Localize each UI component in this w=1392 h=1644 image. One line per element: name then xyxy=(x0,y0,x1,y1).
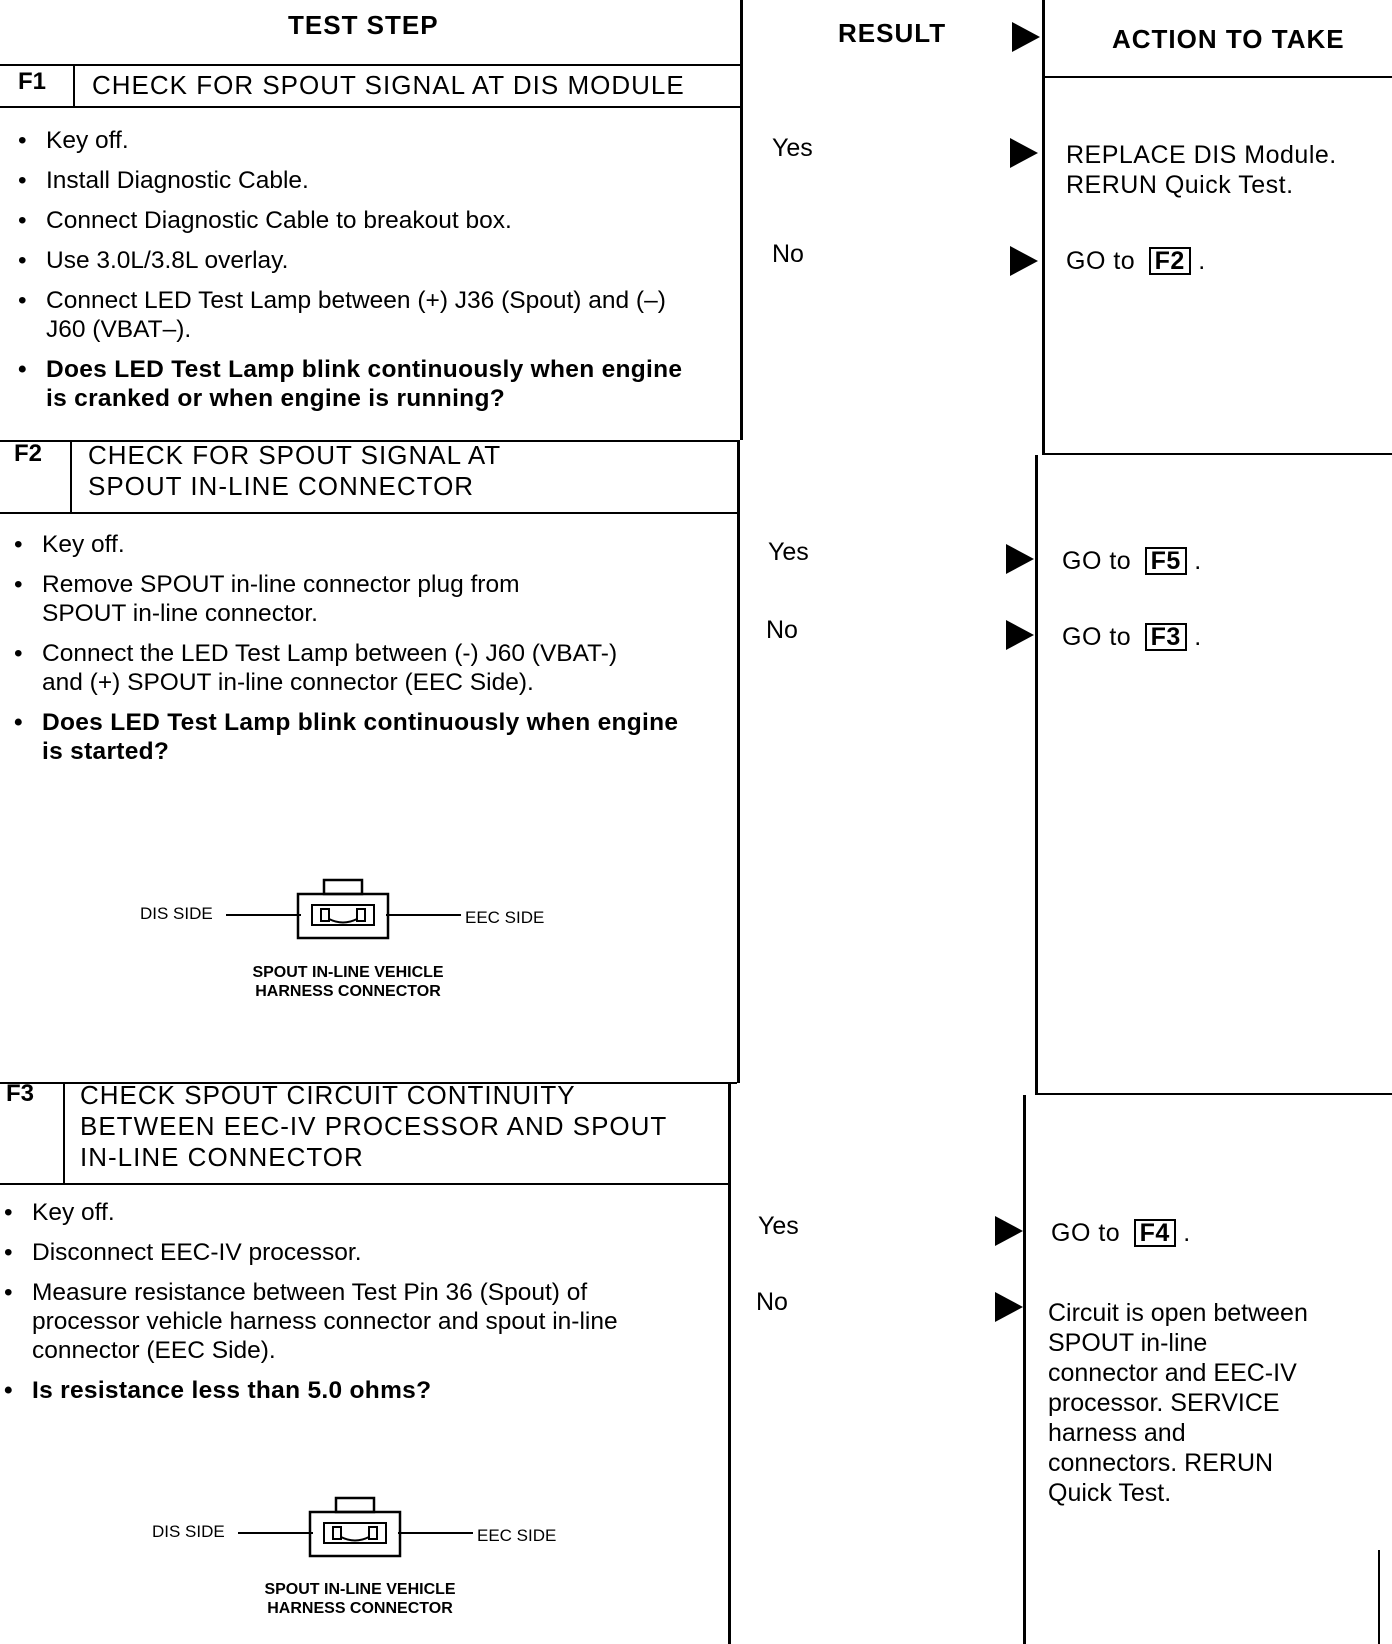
diagram-caption: SPOUT IN-LINE VEHICLE HARNESS CONNECTOR xyxy=(264,1581,456,1617)
rule-under-header xyxy=(0,64,742,66)
step-title: CHECK SPOUT CIRCUIT CONTINUITY BETWEEN EEC-IV PROCESSOR AND SPOUT IN-LINE CONNECTOR xyxy=(80,1080,668,1172)
harness-connector-icon xyxy=(226,878,486,948)
step-reference[interactable]: F4 xyxy=(1134,1219,1176,1247)
result-no: No xyxy=(772,240,804,268)
step-title: CHECK FOR SPOUT SIGNAL AT SPOUT IN-LINE CONNECTOR xyxy=(88,440,502,501)
instruction-item: • Key off. xyxy=(4,1198,690,1227)
result-yes: Yes xyxy=(758,1212,799,1240)
instruction-item: • Measure resistance between Test Pin 36 (Spout) of processor vehicle harness connector and spout in-line connector (EEC Side). xyxy=(4,1278,690,1365)
rule-under-f2-title xyxy=(0,512,738,514)
result-yes: Yes xyxy=(772,134,813,162)
header-result: RESULT xyxy=(838,18,947,48)
result-arrow-icon xyxy=(1010,246,1038,276)
header-arrow-icon xyxy=(1012,22,1040,52)
step-id-separator xyxy=(70,440,72,512)
rule-under-f3-title xyxy=(0,1183,728,1185)
result-arrow-icon xyxy=(995,1292,1023,1322)
divider-result-action xyxy=(1042,0,1045,455)
action-goto: GO to F3 . xyxy=(1062,623,1202,651)
instruction-item: • Key off. xyxy=(18,126,708,155)
divider-test-result xyxy=(740,0,743,440)
result-arrow-icon xyxy=(1010,138,1038,168)
instruction-item: • Use 3.0L/3.8L overlay. xyxy=(18,246,708,275)
eec-side-label: EEC SIDE xyxy=(465,908,545,927)
result-yes: Yes xyxy=(768,538,809,566)
divider-test-result xyxy=(728,1083,731,1644)
divider-result-action xyxy=(1035,455,1038,1095)
instruction-item: • Connect the LED Test Lamp between (-) J60 (VBAT-) and (+) SPOUT in-line connector (EEC Side). xyxy=(14,639,684,697)
instruction-item: • Connect LED Test Lamp between (+) J36 (Spout) and (–) J60 (VBAT–). xyxy=(18,286,708,344)
dis-side-label: DIS SIDE xyxy=(152,1522,225,1541)
step-instructions xyxy=(4,1198,690,1416)
step-question: • Does LED Test Lamp blink continuously when engine is cranked or when engine is running? xyxy=(18,355,708,413)
step-instructions xyxy=(18,126,708,424)
step-question: • Is resistance less than 5.0 ohms? xyxy=(4,1376,690,1405)
step-question: • Does LED Test Lamp blink continuously when engine is started? xyxy=(14,708,684,766)
result-arrow-icon xyxy=(1006,620,1034,650)
step-id-separator xyxy=(73,64,75,106)
action-goto: GO to F5 . xyxy=(1062,547,1202,575)
dis-side-label: DIS SIDE xyxy=(140,904,213,923)
divider-result-action xyxy=(1023,1095,1026,1644)
result-arrow-icon xyxy=(1006,544,1034,574)
header-test-step: TEST STEP xyxy=(288,10,439,40)
step-instructions xyxy=(14,530,684,777)
step-id-separator xyxy=(63,1082,65,1183)
step-id: F1 xyxy=(18,68,47,95)
result-arrow-icon xyxy=(995,1216,1023,1246)
rule-between-f2-f3 xyxy=(1035,1093,1392,1095)
action-text: Circuit is open between SPOUT in-line connector and EEC-IV processor. SERVICE harness and connectors. RERUN Quick Test. xyxy=(1048,1299,1308,1507)
step-reference[interactable]: F2 xyxy=(1149,247,1191,275)
step-reference[interactable]: F3 xyxy=(1145,623,1187,651)
connector-diagram xyxy=(138,878,558,1008)
harness-connector-icon xyxy=(238,1496,498,1566)
result-no: No xyxy=(766,616,798,644)
instruction-item: • Connect Diagnostic Cable to breakout box. xyxy=(18,206,708,235)
step-reference[interactable]: F5 xyxy=(1145,547,1187,575)
divider-test-result xyxy=(737,440,740,1083)
action-goto: GO to F4 . xyxy=(1051,1219,1191,1247)
instruction-item: • Install Diagnostic Cable. xyxy=(18,166,708,195)
action-text: REPLACE DIS Module. RERUN Quick Test. xyxy=(1066,141,1337,199)
instruction-item: • Remove SPOUT in-line connector plug from SPOUT in-line connector. xyxy=(14,570,684,628)
instruction-item: • Key off. xyxy=(14,530,684,559)
right-edge-rule xyxy=(1378,1550,1380,1644)
instruction-item: • Disconnect EEC-IV processor. xyxy=(4,1238,690,1267)
action-goto: GO to F2 . xyxy=(1066,247,1206,275)
diagram-caption: SPOUT IN-LINE VEHICLE HARNESS CONNECTOR xyxy=(252,964,444,1000)
step-title: CHECK FOR SPOUT SIGNAL AT DIS MODULE xyxy=(92,70,685,100)
rule-between-f1-f2 xyxy=(1042,453,1392,455)
eec-side-label: EEC SIDE xyxy=(477,1526,557,1545)
step-id: F2 xyxy=(14,440,43,467)
connector-diagram xyxy=(150,1496,570,1626)
rule-under-header xyxy=(1042,76,1392,78)
step-id: F3 xyxy=(6,1080,35,1107)
result-no: No xyxy=(756,1288,788,1316)
rule-under-f1-title xyxy=(0,106,742,108)
header-action-to-take: ACTION TO TAKE xyxy=(1112,24,1345,54)
